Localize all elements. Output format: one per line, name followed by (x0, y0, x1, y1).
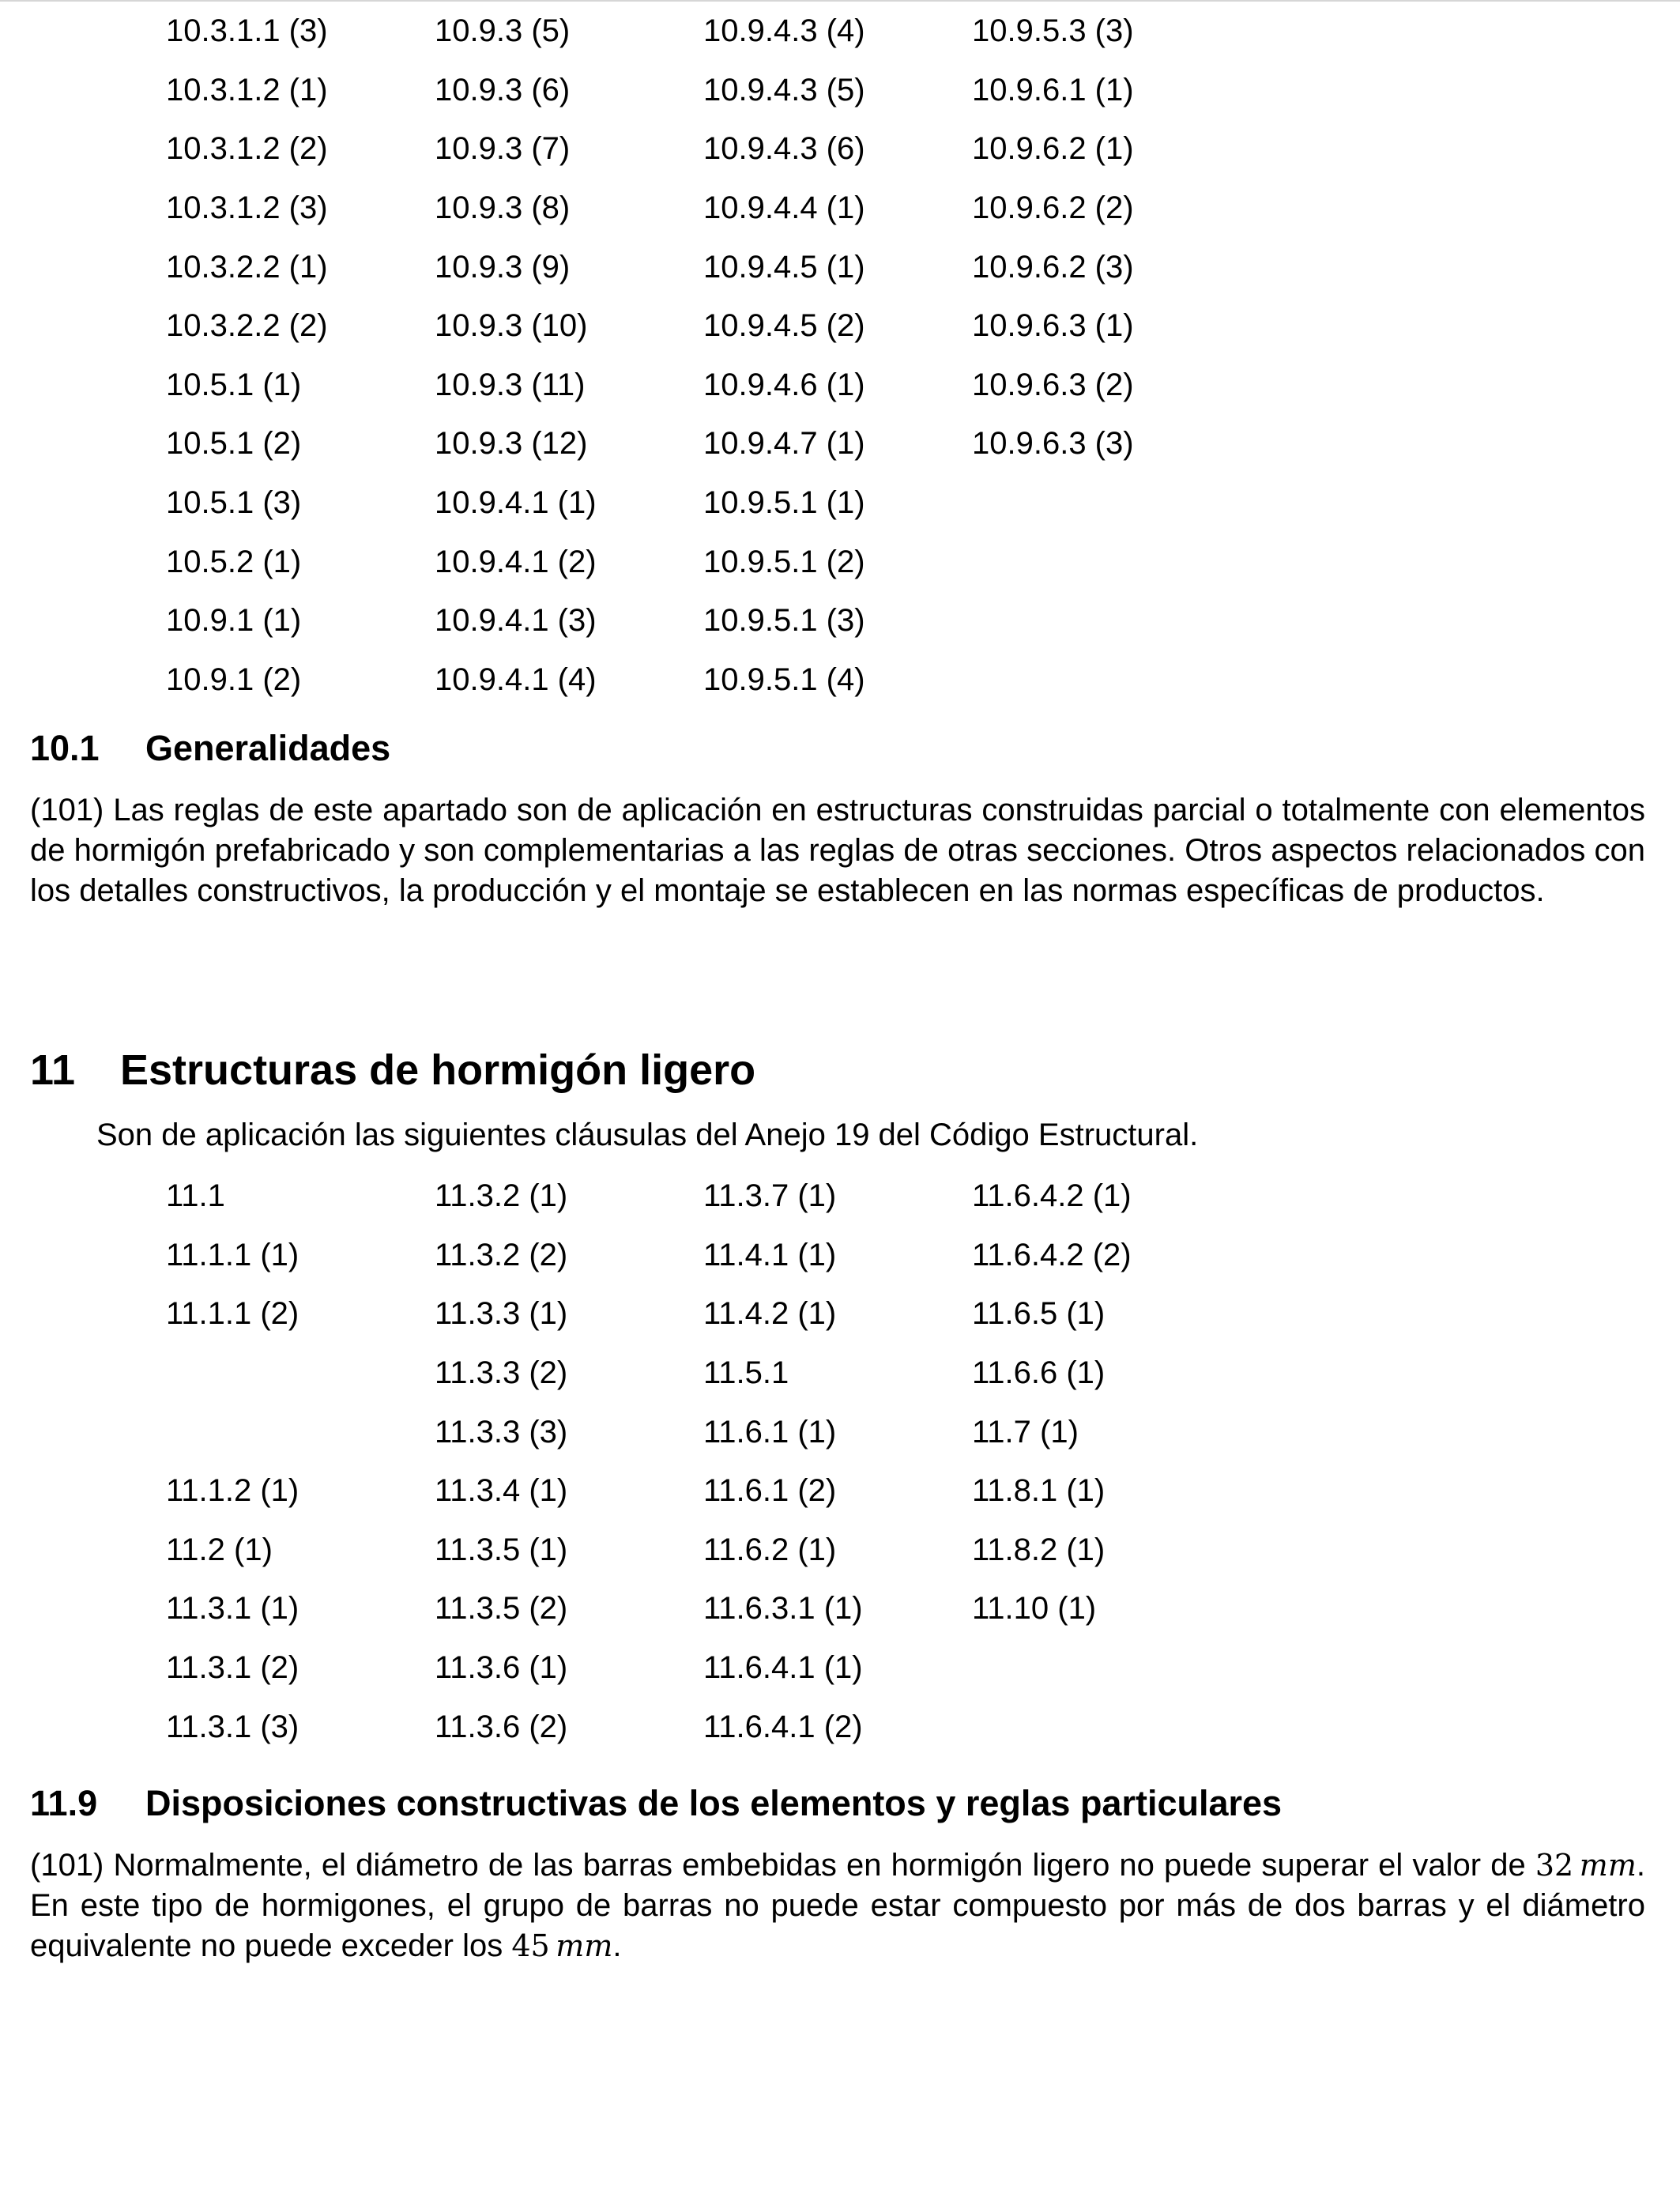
clause-reference: 10.9.4.1 (2) (435, 544, 597, 579)
heading-number: 10.1 (30, 728, 100, 768)
clause-row (166, 591, 1241, 650)
clause-reference: 11.1.2 (1) (166, 1473, 299, 1509)
heading-11-9 (30, 1782, 1282, 1825)
paragraph-text: . En este tipo de hormigones, el grupo de barras no puede estar compuesto por más de dos barras y el diámetro equivalente no puede exceder los (30, 1848, 1645, 1963)
clause-reference: 11.6.4.2 (2) (972, 1237, 1132, 1272)
clause-reference: 11.2 (1) (166, 1532, 273, 1567)
section-11-intro: Son de aplicación las siguientes cláusulas del Anejo 19 del Código Estructural. (96, 1118, 1199, 1152)
math-number: 32 (1535, 1848, 1574, 1883)
clause-row (166, 650, 1241, 710)
clause-row (166, 1167, 1241, 1226)
clause-reference: 10.9.4.3 (6) (703, 131, 865, 167)
heading-number: 11 (30, 1046, 76, 1094)
clause-row (166, 179, 1241, 238)
clause-reference (166, 1413, 435, 1451)
clause-reference: 11.6.5 (1) (972, 1296, 1106, 1332)
clause-reference: 11.4.1 (1) (703, 1237, 837, 1272)
clause-reference: 11.3.4 (1) (435, 1473, 568, 1509)
clause-reference: 10.9.6.2 (3) (972, 249, 1134, 285)
clause-reference: 11.3.1 (3) (166, 1709, 299, 1744)
clause-reference: 10.9.1 (1) (166, 603, 302, 639)
clause-row (166, 1284, 1241, 1344)
clause-reference: 11.6.4.1 (2) (703, 1709, 863, 1744)
clause-reference: 11.8.2 (1) (972, 1532, 1106, 1567)
clause-reference: 10.5.1 (1) (166, 367, 302, 402)
clause-row (166, 2, 1241, 61)
clause-reference: 11.3.6 (1) (435, 1650, 568, 1686)
clause-row (166, 296, 1241, 356)
clause-reference: 10.9.4.5 (1) (703, 249, 865, 285)
clause-reference: 10.9.3 (9) (435, 249, 571, 285)
clause-reference: 10.3.1.1 (3) (166, 13, 328, 49)
paragraph-11-9-101 (30, 1845, 1645, 1966)
clause-reference: 11.3.6 (2) (435, 1709, 568, 1744)
paragraph-10-1-101: (101) Las reglas de este apartado son de aplicación en estructuras construidas parcial o totalmente con elementos de hormigón prefabricado y son complementarias a las reglas de otras secciones. Otros aspectos relacionados con los detalles constructivos, la producción y el montaje se establecen en las normas específicas de productos. (30, 793, 1645, 908)
clause-reference: 10.3.1.2 (3) (166, 190, 328, 226)
clause-row (166, 61, 1241, 120)
clause-reference: 10.9.6.3 (3) (972, 426, 1134, 462)
clause-reference: 10.9.6.3 (2) (972, 367, 1134, 402)
clause-reference (972, 543, 1241, 581)
clause-reference (972, 1708, 1241, 1746)
clause-row (166, 1579, 1241, 1638)
clause-reference: 11.3.3 (1) (435, 1296, 568, 1332)
clause-reference: 10.9.3 (5) (435, 13, 571, 49)
heading-10-1 (30, 727, 390, 770)
clause-reference (166, 1354, 435, 1392)
clause-reference: 11.6.4.2 (1) (972, 1178, 1132, 1214)
clause-list-section-11 (166, 1167, 1241, 1756)
clause-list-section-10 (166, 2, 1241, 709)
clause-reference: 11.1.1 (2) (166, 1296, 299, 1332)
clause-reference: 11.3.5 (1) (435, 1532, 568, 1567)
clause-reference: 10.9.4.3 (4) (703, 13, 865, 49)
clause-reference: 10.3.2.2 (1) (166, 249, 328, 285)
clause-reference: 11.8.1 (1) (972, 1473, 1106, 1509)
clause-reference: 10.9.6.1 (1) (972, 72, 1134, 107)
heading-title: Generalidades (145, 728, 391, 768)
math-value-32mm (1535, 1848, 1637, 1883)
math-unit: mm (556, 1928, 613, 1963)
clause-reference: 10.9.3 (8) (435, 190, 571, 226)
clause-reference: 10.5.2 (1) (166, 544, 302, 579)
clause-reference: 10.9.5.1 (1) (703, 485, 865, 521)
clause-reference: 11.3.1 (2) (166, 1650, 299, 1686)
clause-reference: 10.9.4.5 (2) (703, 308, 865, 344)
clause-reference: 10.9.3 (10) (435, 308, 588, 344)
clause-reference: 11.6.3.1 (1) (703, 1591, 863, 1627)
heading-11 (30, 1043, 755, 1097)
clause-reference: 11.3.7 (1) (703, 1178, 837, 1214)
clause-reference (972, 661, 1241, 699)
clause-reference (972, 1649, 1241, 1687)
clause-reference: 10.9.6.2 (2) (972, 190, 1134, 226)
math-unit: mm (1579, 1848, 1637, 1883)
clause-reference: 11.1.1 (1) (166, 1237, 299, 1272)
clause-reference: 10.9.5.1 (2) (703, 544, 865, 579)
clause-reference: 11.6.4.1 (1) (703, 1650, 863, 1686)
clause-reference: 11.1 (166, 1178, 225, 1214)
clause-reference: 11.3.3 (2) (435, 1355, 568, 1391)
clause-row (166, 414, 1241, 473)
clause-reference: 10.9.4.1 (4) (435, 662, 597, 697)
clause-reference: 11.5.1 (703, 1355, 789, 1391)
clause-row (166, 119, 1241, 179)
clause-reference: 10.5.1 (2) (166, 426, 302, 462)
clause-reference (972, 484, 1241, 522)
clause-reference: 10.9.5.1 (4) (703, 662, 865, 697)
clause-row (166, 473, 1241, 533)
clause-reference: 10.9.4.1 (1) (435, 485, 597, 521)
clause-reference: 10.9.6.2 (1) (972, 131, 1134, 167)
clause-reference: 10.9.4.4 (1) (703, 190, 865, 226)
clause-reference: 10.9.6.3 (1) (972, 308, 1134, 344)
clause-reference: 10.9.3 (6) (435, 72, 571, 107)
clause-row (166, 237, 1241, 296)
clause-reference: 10.9.1 (2) (166, 662, 302, 697)
clause-reference: 11.6.2 (1) (703, 1532, 837, 1567)
clause-row (166, 1638, 1241, 1698)
clause-row (166, 1461, 1241, 1521)
clause-reference: 10.9.4.7 (1) (703, 426, 865, 462)
math-number: 45 (511, 1928, 550, 1963)
clause-row (166, 1521, 1241, 1580)
clause-reference: 10.3.1.2 (1) (166, 72, 328, 107)
heading-number: 11.9 (30, 1783, 98, 1823)
clause-reference: 10.9.5.1 (3) (703, 603, 865, 639)
clause-reference: 10.9.4.3 (5) (703, 72, 865, 107)
clause-reference: 10.9.4.6 (1) (703, 367, 865, 402)
clause-row (166, 1344, 1241, 1403)
clause-row (166, 1697, 1241, 1756)
clause-reference: 10.3.1.2 (2) (166, 131, 328, 167)
clause-row (166, 1226, 1241, 1285)
clause-reference: 11.6.6 (1) (972, 1355, 1106, 1391)
paragraph-text: (101) Normalmente, el diámetro de las barras embebidas en hormigón ligero no puede superar el valor de (30, 1848, 1535, 1883)
clause-reference (972, 601, 1241, 639)
clause-row (166, 356, 1241, 415)
clause-reference: 11.10 (1) (972, 1591, 1097, 1627)
math-value-45mm (511, 1928, 612, 1963)
clause-reference: 10.9.3 (7) (435, 131, 571, 167)
clause-reference: 10.3.2.2 (2) (166, 308, 328, 344)
clause-reference: 11.3.2 (2) (435, 1237, 568, 1272)
heading-title: Estructuras de hormigón ligero (120, 1046, 756, 1094)
clause-reference: 11.3.3 (3) (435, 1414, 568, 1449)
clause-reference: 11.6.1 (1) (703, 1414, 837, 1449)
clause-reference: 11.3.1 (1) (166, 1591, 299, 1627)
clause-reference: 11.7 (1) (972, 1414, 1079, 1449)
clause-reference: 10.9.5.3 (3) (972, 13, 1134, 49)
paragraph-text: . (612, 1928, 622, 1963)
clause-reference: 11.3.5 (2) (435, 1591, 568, 1627)
clause-row (166, 1402, 1241, 1461)
clause-reference: 11.3.2 (1) (435, 1178, 568, 1214)
clause-reference: 10.9.3 (11) (435, 367, 586, 402)
heading-title: Disposiciones constructivas de los elementos y reglas particulares (145, 1783, 1283, 1823)
clause-reference: 10.5.1 (3) (166, 485, 302, 521)
clause-reference: 10.9.3 (12) (435, 426, 588, 462)
clause-reference: 10.9.4.1 (3) (435, 603, 597, 639)
clause-reference: 11.4.2 (1) (703, 1296, 837, 1332)
clause-row (166, 532, 1241, 591)
clause-reference: 11.6.1 (2) (703, 1473, 837, 1509)
